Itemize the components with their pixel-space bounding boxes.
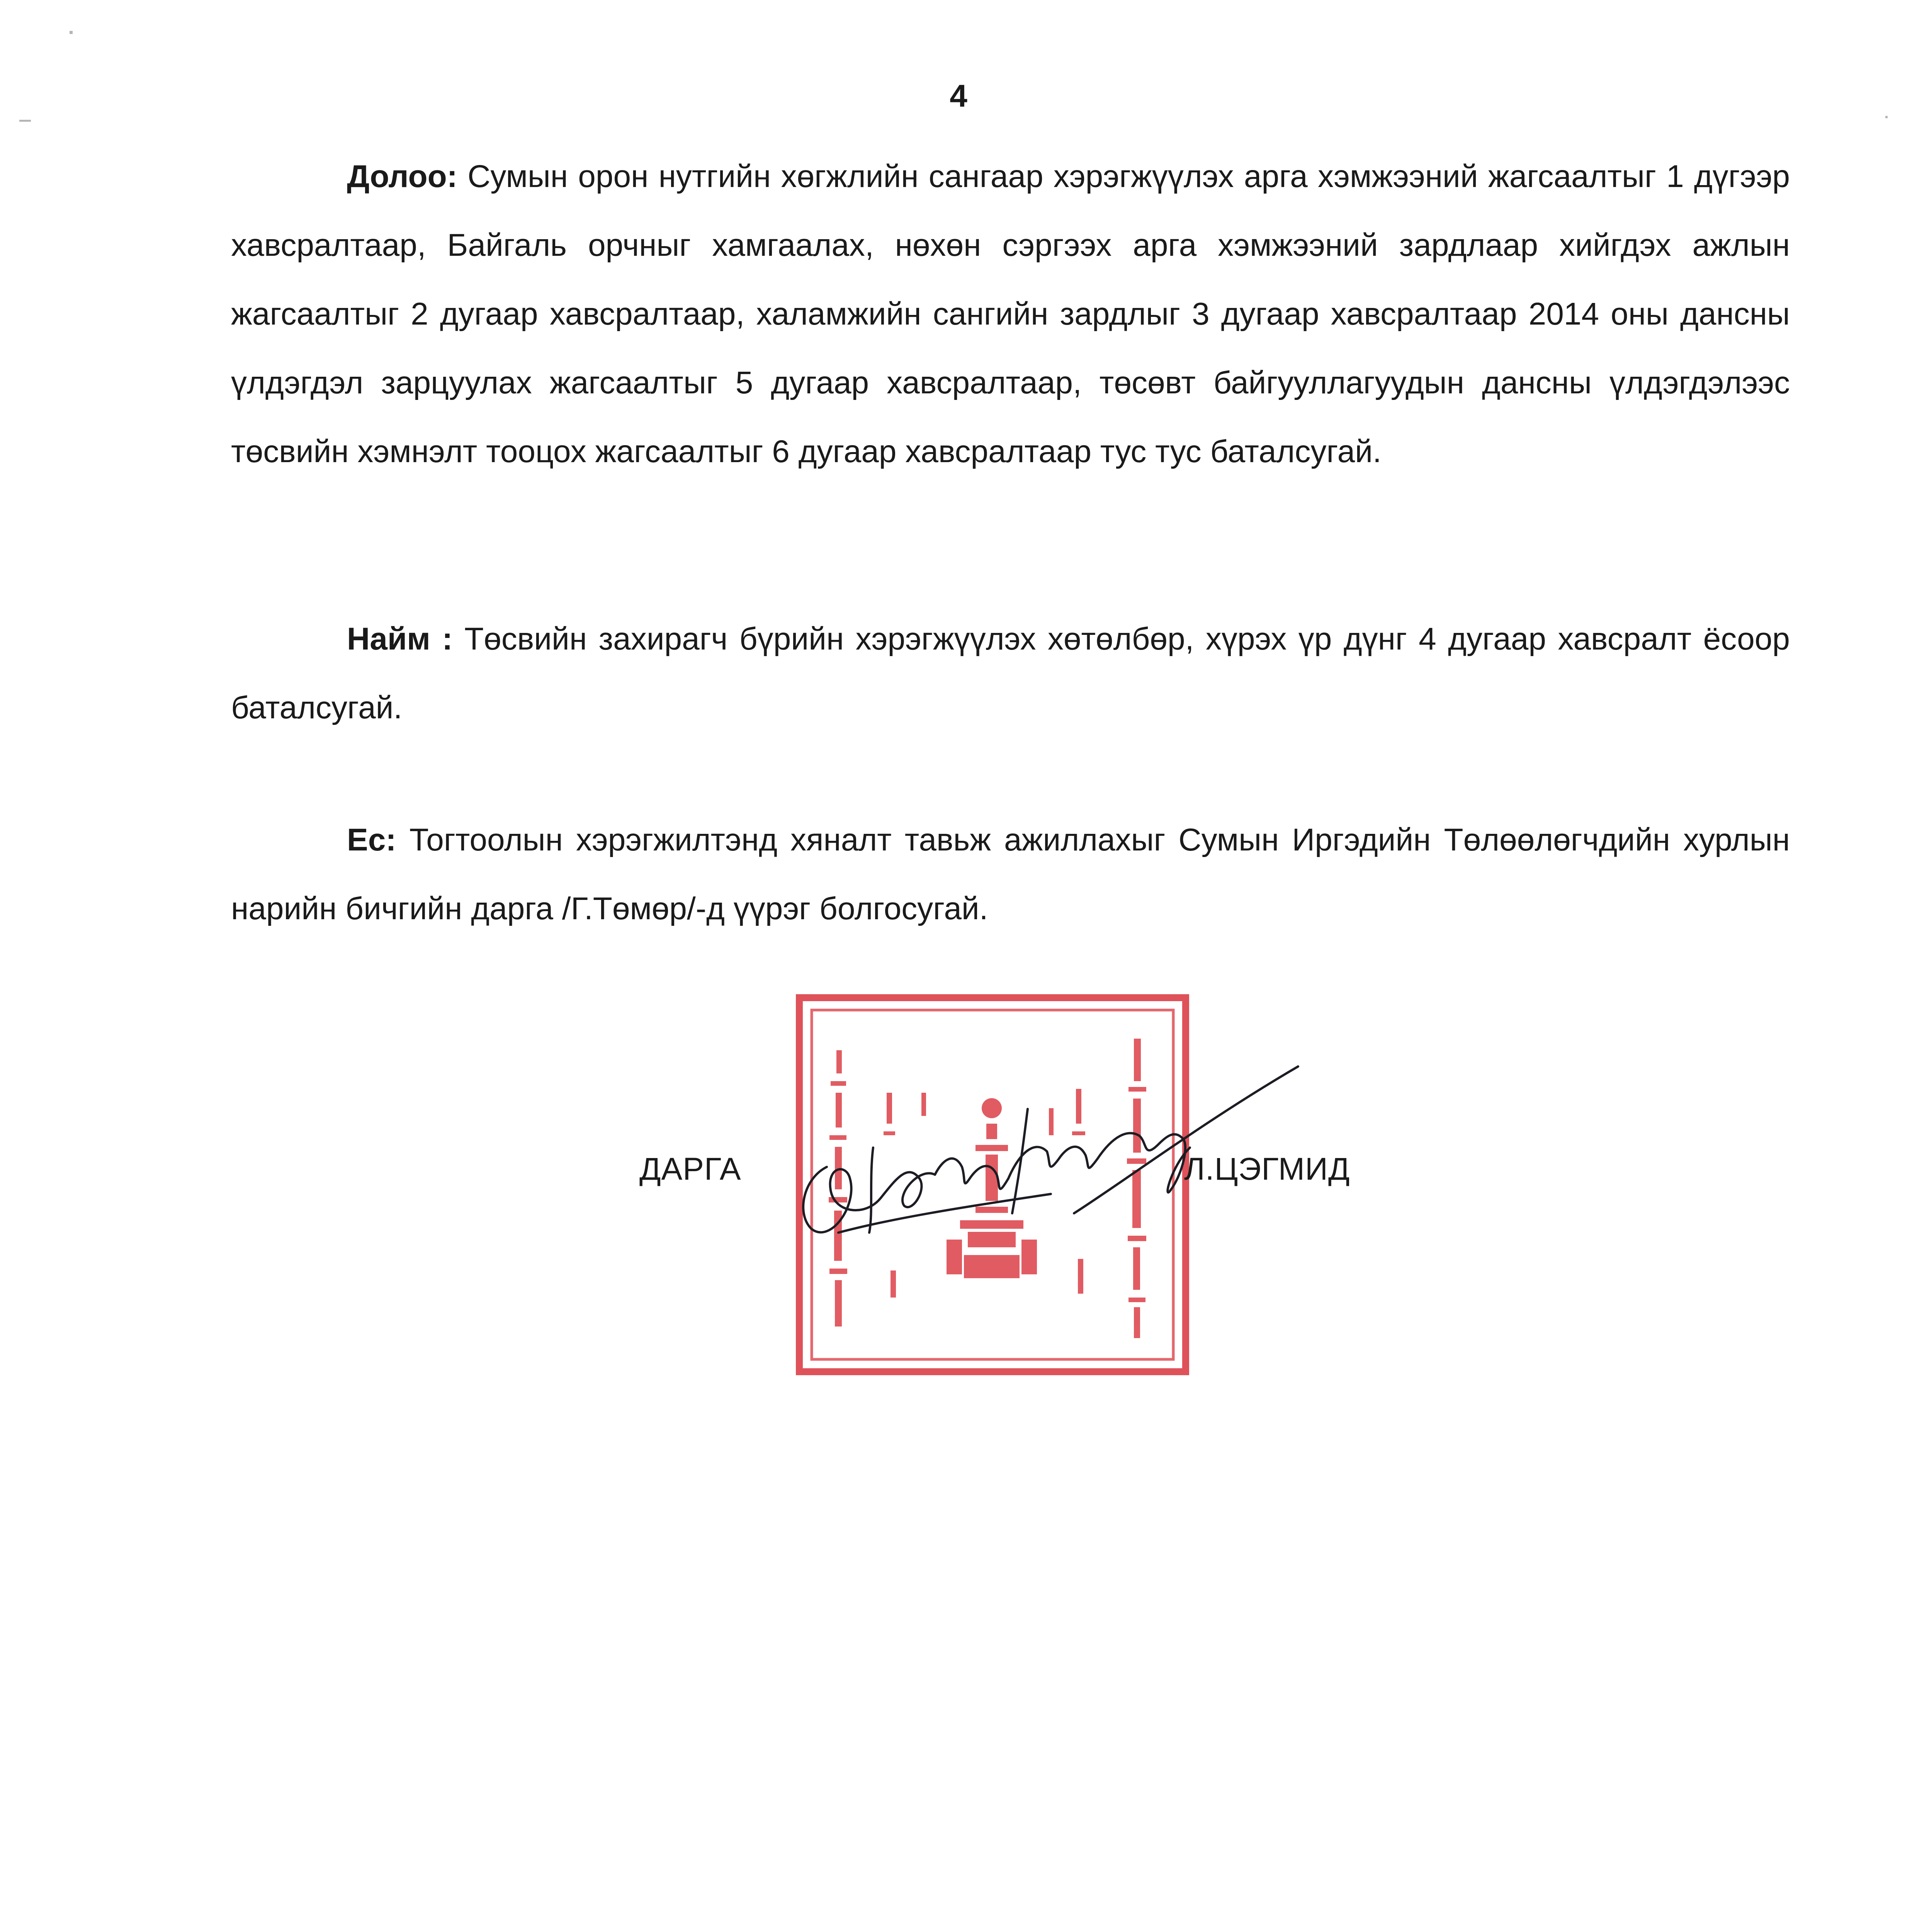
page-number: 4 [950, 78, 967, 114]
paragraph-body: Төсвийн захирагч бүрийн хэрэгжүүлэх хөтөлбөр, хүрэх үр дүнг 4 дугаар хавсралт ёсоор баталсугай. [231, 621, 1790, 725]
scan-speck [70, 31, 73, 34]
paragraph-nine [231, 806, 1790, 943]
scan-speck [19, 120, 31, 122]
paragraph-lead: Ес: [347, 822, 396, 857]
paragraph-lead: Долоо: [347, 159, 457, 194]
signatory-name: Л.ЦЭГМИД [1184, 1151, 1350, 1187]
paragraph-lead: Найм : [347, 621, 453, 656]
scan-speck [1885, 116, 1888, 118]
paragraph-eight [231, 605, 1790, 742]
paragraph-body: Сумын орон нутгийн хөгжлийн сангаар хэрэгжүүлэх арга хэмжээний жагсаалтыг 1 дүгээр хавсралтаар, Байгаль орчныг хамгаалах, нөхөн сэргээх арга хэмжээний зардлаар хийгдэх ажлын жагсаалтыг 2 дугаар хавсралтаар, халамжийн сангийн зардлыг 3 дугаар хавсралтаар 2014 оны дансны үлдэгдэл зарцуулах жагсаалтыг 5 дугаар хавсралтаар, төсөвт байгууллагуудын дансны үлдэгдэлээс төсвийн хэмнэлт тооцох жагсаалтыг 6 дугаар хавсралтаар тус тус баталсугай. [231, 159, 1790, 469]
signatory-title: ДАРГА [639, 1151, 741, 1187]
paragraph-body: Тогтоолын хэрэгжилтэнд хяналт тавьж ажиллахыг Сумын Иргэдийн Төлөөлөгчдийн хурлын нарийн бичгийн дарга /Г.Төмөр/-д үүрэг болгосугай. [231, 822, 1790, 926]
paragraph-seven [231, 142, 1790, 486]
